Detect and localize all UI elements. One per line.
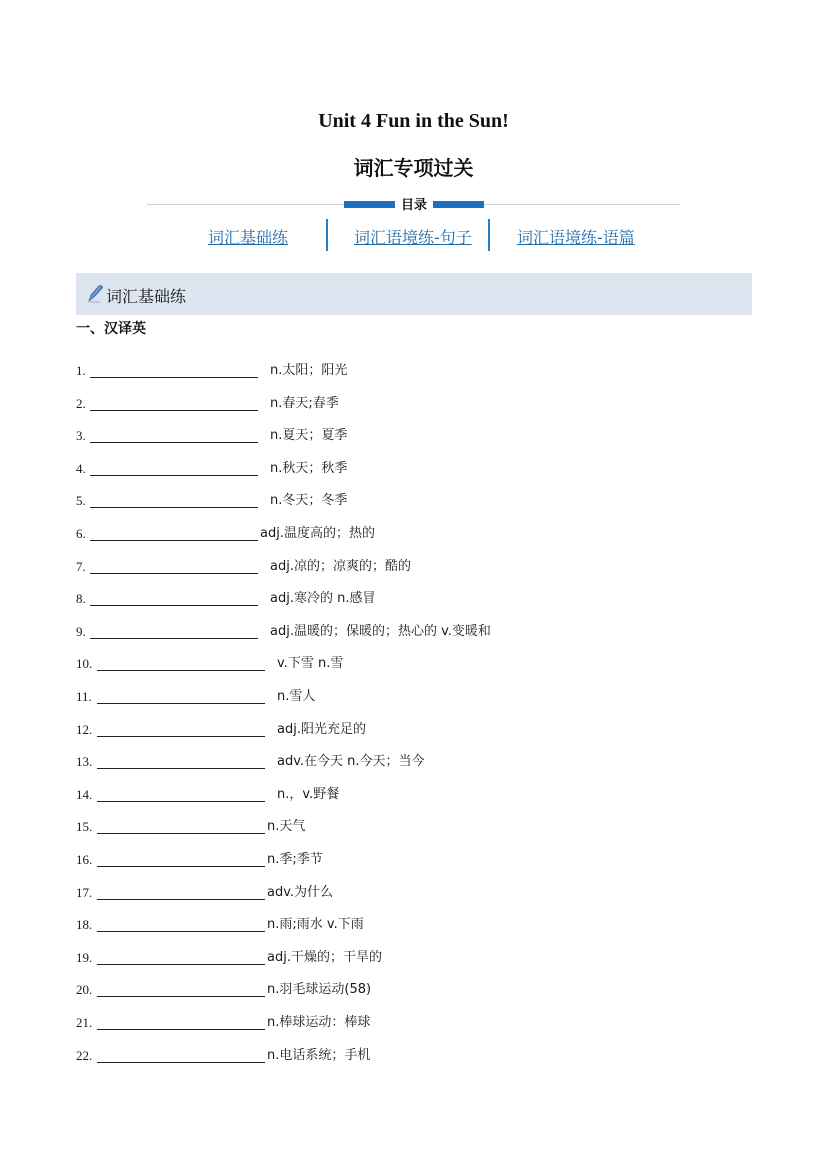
answer-blank[interactable] — [97, 964, 265, 965]
answer-blank[interactable] — [90, 442, 258, 443]
item-number: 4. — [76, 460, 86, 476]
item-number: 8. — [76, 591, 86, 607]
item-number: 20. — [76, 982, 93, 998]
answer-blank[interactable] — [90, 377, 258, 378]
document-subtitle: 词汇专项过关 — [353, 156, 474, 180]
item-definition: n.冬天；冬季 — [270, 493, 348, 509]
toc-accent-bar-left — [344, 201, 396, 208]
item-definition: n.棒球运动：棒球 — [267, 1015, 371, 1030]
item-number: 1. — [76, 363, 86, 378]
item-definition: n.羽毛球运动(58) — [267, 982, 372, 998]
item-definition: adj.凉的；凉爽的；酷的 — [270, 558, 411, 574]
answer-blank[interactable] — [97, 996, 265, 997]
item-number: 12. — [76, 721, 93, 737]
item-definition: adv.为什么 — [267, 884, 334, 900]
item-number: 15. — [76, 819, 93, 835]
answer-blank[interactable] — [97, 931, 265, 932]
item-definition: v.下雪 n.雪 — [277, 656, 344, 672]
item-definition: n.电话系统；手机 — [267, 1047, 371, 1063]
answer-blank[interactable] — [97, 768, 265, 769]
answer-blank[interactable] — [90, 475, 258, 476]
item-definition: adj.寒冷的 n.感冒 — [270, 591, 376, 607]
answer-blank[interactable] — [90, 573, 258, 574]
document-title: Unit 4 Fun in the Sun! — [318, 110, 509, 132]
item-number: 7. — [76, 558, 86, 574]
item-number: 18. — [76, 917, 93, 933]
item-number: 21. — [76, 1015, 93, 1030]
item-number: 17. — [76, 884, 93, 900]
item-definition: n.天气 — [267, 819, 306, 835]
item-definition: adj.温度高的；热的 — [260, 526, 375, 541]
item-definition: n.雨;雨水 v.下雨 — [267, 917, 364, 933]
answer-blank[interactable] — [97, 833, 265, 834]
item-definition: n.夏天；夏季 — [270, 428, 348, 444]
item-definition: n.春天;春季 — [270, 395, 339, 411]
item-number: 19. — [76, 949, 93, 965]
item-number: 16. — [76, 852, 93, 867]
item-number: 6. — [76, 526, 86, 541]
item-number: 14. — [76, 786, 93, 802]
item-number: 10. — [76, 656, 93, 672]
toc-link-vocab-passage[interactable]: 词汇语境练-语篇 — [517, 228, 635, 247]
answer-blank[interactable] — [90, 540, 258, 541]
answer-blank[interactable] — [97, 703, 265, 704]
toc-link-vocab-basics[interactable]: 词汇基础练 — [208, 228, 289, 247]
item-definition: adv.在今天 n.今天；当今 — [277, 754, 425, 770]
item-number: 5. — [76, 493, 86, 509]
section-title: 词汇基础练 — [106, 287, 187, 306]
item-number: 13. — [76, 754, 93, 770]
item-definition: n.，v.野餐 — [277, 786, 340, 802]
toc-label: 目录 — [395, 194, 433, 213]
answer-blank[interactable] — [90, 410, 258, 411]
answer-blank[interactable] — [90, 605, 258, 606]
item-definition: n.秋天；秋季 — [270, 460, 348, 476]
toc-separator — [488, 219, 490, 251]
part-heading: 一、汉译英 — [76, 321, 146, 337]
item-definition: adj.阳光充足的 — [277, 721, 366, 737]
answer-blank[interactable] — [90, 638, 258, 639]
item-definition: n.太阳；阳光 — [270, 363, 348, 378]
item-number: 22. — [76, 1047, 93, 1063]
section-header — [76, 273, 752, 315]
answer-blank[interactable] — [97, 736, 265, 737]
answer-blank[interactable] — [97, 1062, 265, 1063]
item-number: 9. — [76, 623, 86, 639]
answer-blank[interactable] — [97, 1029, 265, 1030]
toc-accent-bar-right — [432, 201, 484, 208]
answer-blank[interactable] — [97, 670, 265, 671]
answer-blank[interactable] — [97, 899, 265, 900]
toc-separator — [326, 219, 328, 251]
answer-blank[interactable] — [97, 866, 265, 867]
item-definition: adj.干燥的；干旱的 — [267, 949, 382, 965]
answer-blank[interactable] — [97, 801, 265, 802]
item-definition: adj.温暖的；保暖的；热心的 v.变暖和 — [270, 623, 491, 639]
item-number: 3. — [76, 428, 86, 444]
item-number: 2. — [76, 395, 86, 411]
item-number: 11. — [76, 689, 92, 704]
toc-link-vocab-sentences[interactable]: 词汇语境练-句子 — [354, 228, 472, 247]
item-definition: n.季;季节 — [267, 852, 323, 867]
pen-icon — [86, 284, 104, 304]
item-definition: n.雪人 — [277, 689, 316, 704]
answer-blank[interactable] — [90, 507, 258, 508]
